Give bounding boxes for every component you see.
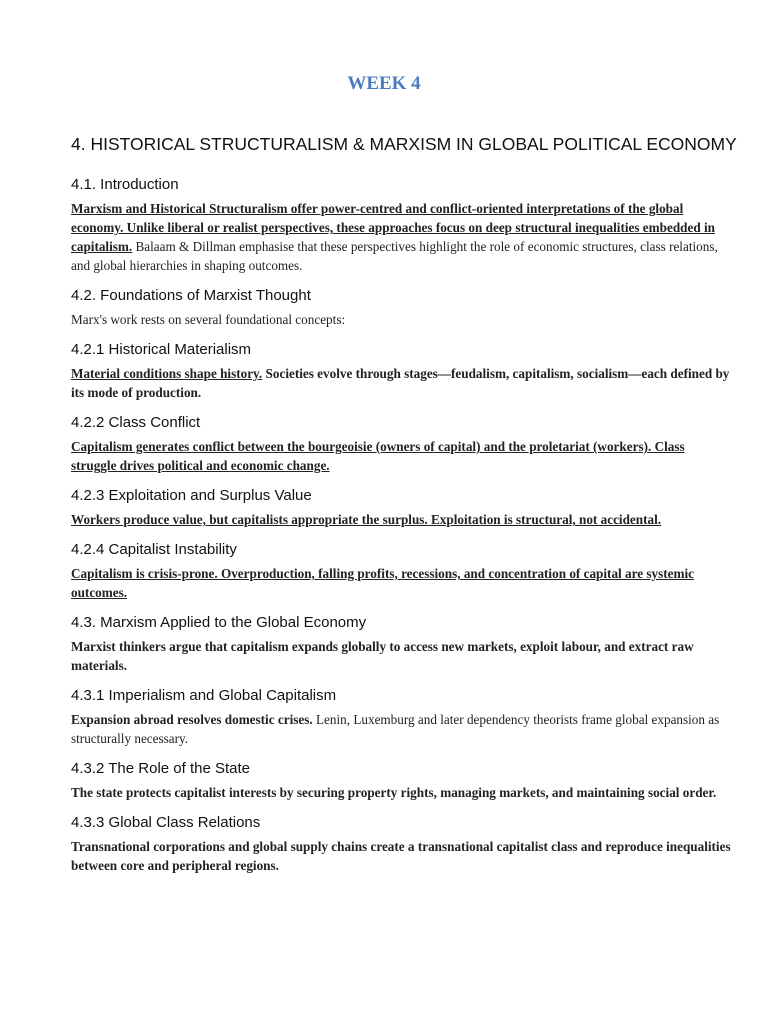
section-heading: 4.2. Foundations of Marxist Thought [71,287,311,304]
section-paragraph [71,199,731,275]
section [71,413,731,475]
emphasized-text: Capitalism generates conflict between the bourgeoisie (owners of capital) and the proletariat (workers). Class struggle drives political and economic change. [71,439,685,473]
emphasized-text: Expansion abroad resolves domestic crises. [71,712,313,727]
body-text: Societies evolve through stages—feudalism, capitalism, socialism—each defined by its mode of production. [71,366,730,400]
section-heading: 4.2.3 Exploitation and Surplus Value [71,487,312,504]
document-body [71,175,731,886]
section [71,813,731,875]
section-paragraph [71,310,731,329]
section-paragraph [71,510,731,529]
section-heading: 4.3.2 The Role of the State [71,760,251,777]
section [71,486,731,529]
section [71,175,731,275]
body-text: Marx's work rests on several foundational concepts: [71,312,346,327]
body-text: Lenin, Luxemburg and later dependency theorists frame global expansion as structurally necessary. [71,712,720,746]
emphasized-text: Transnational corporations and global supply chains create a transnational capitalist class and reproduce inequalities between core and peripheral regions. [71,839,731,873]
section-paragraph [71,564,731,602]
emphasized-text: Workers produce value, but capitalists appropriate the surplus. Exploitation is structural, not accidental. [71,512,662,527]
emphasized-text: The state protects capitalist interests by securing property rights, managing markets, and maintaining social order. [71,785,717,800]
section-heading: 4.3. Marxism Applied to the Global Economy [71,614,367,631]
section [71,686,731,748]
section-paragraph [71,637,731,675]
section-paragraph [71,710,731,748]
section-heading: 4.3.3 Global Class Relations [71,814,261,831]
week-label: WEEK 4 [347,73,421,94]
section [71,613,731,675]
section-heading: 4.3.1 Imperialism and Global Capitalism [71,687,337,704]
page-title: 4. HISTORICAL STRUCTURALISM & MARXISM IN GLOBAL POLITICAL ECONOMY [71,134,737,154]
section-paragraph [71,437,731,475]
section-heading: 4.1. Introduction [71,176,179,193]
section-paragraph [71,364,731,402]
emphasized-text: Capitalism is crisis-prone. Overproduction, falling profits, recessions, and concentration of capital are systemic outcomes. [71,566,694,600]
section [71,540,731,602]
section-heading: 4.2.2 Class Conflict [71,414,201,431]
emphasized-text: Marxism and Historical Structuralism offer power-centred and conflict-oriented interpretations of the global economy. Unlike liberal or realist perspectives, these approaches focus on deep structural inequalities embedded in capitalism. [71,201,715,254]
emphasized-text: Material conditions shape history. [71,366,263,381]
section [71,340,731,402]
section-paragraph [71,783,731,802]
section-heading: 4.2.4 Capitalist Instability [71,541,237,558]
emphasized-text: Marxist thinkers argue that capitalism expands globally to access new markets, exploit labour, and extract raw materials. [71,639,694,673]
body-text: Balaam & Dillman emphasise that these perspectives highlight the role of economic structures, class relations, and global hierarchies in shaping outcomes. [71,239,718,273]
section-paragraph [71,837,731,875]
section [71,759,731,802]
section-heading: 4.2.1 Historical Materialism [71,341,252,358]
section [71,286,731,329]
